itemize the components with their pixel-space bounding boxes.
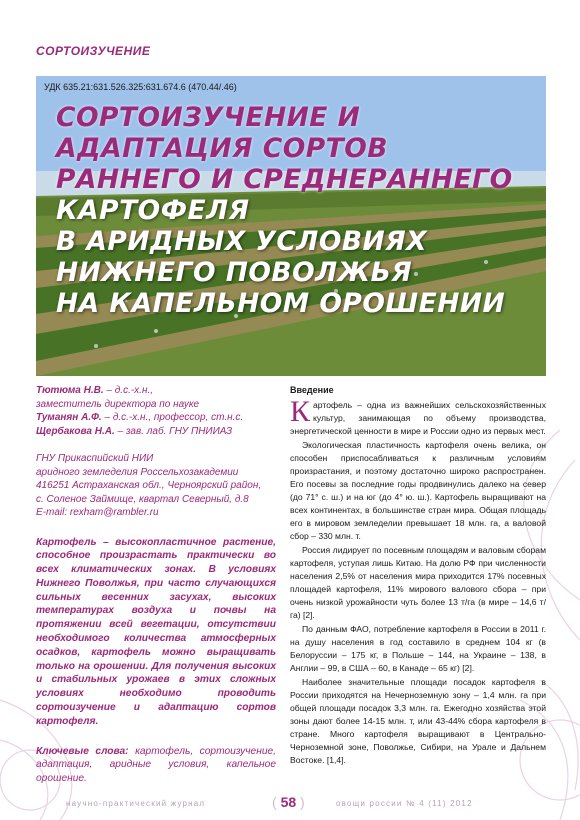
page-footer (0, 794, 580, 814)
affiliation-line: ГНУ Прикаспийский НИИ (36, 453, 154, 464)
author-line: заместитель директора по науке (36, 398, 200, 410)
author-line: Тютюма Н.В. – д.с.-х.н., (36, 385, 154, 396)
abstract: Картофель – высокопластичное растение, способное произрастать практически во всех климатических зонах. В условиях Нижнего Поволжья, при часто случающихся сильных весенних засухах, высоких температурах воздуха и почвы на протяжении всей вегетации, отсутствии необходимого количества атмосферных осадков, картофель можно выращивать только на орошении. Для получения высоких и стабильных урожаев в этих сложных условиях необходимо проводить сортоизучение и адаптацию сортов картофеля. (36, 536, 276, 727)
title-line: КАРТОФЕЛЯ (56, 195, 250, 226)
intro-heading: Введение (290, 385, 334, 395)
affiliation-line: с. Соленое Займище, квартал Северный, д.8 (36, 493, 249, 505)
section-label: СОРТОИЗУЧЕНИЕ (36, 44, 151, 58)
affiliation-block (36, 452, 276, 520)
keywords (36, 745, 276, 786)
page-number: ( 58 ) (272, 794, 305, 810)
author-line: Туманян А.Ф. – д.с.-х.н., профессор, ст.н.с. (36, 412, 244, 423)
paragraph: Экологическая пластичность картофеля очень велика, он способен приспосабливаться к различным условиям произрастания, и поэтому достаточно широко распространен. Его посевы за последние годы продвинулись далеко на север (до 71° с. ш.) и на юг (до 4° ю. ш.). Картофель выращивают на всех континентах, в большинстве стран мира. Общая площадь его в мировом земледелии превышает 18 млн. га, а валовой сбор – 330 млн. т. (290, 440, 546, 541)
hero-banner (36, 76, 546, 376)
authors-block (36, 384, 276, 438)
article-title (56, 102, 546, 319)
affiliation-line: аридного земледелия Россельхозакадемии (36, 466, 239, 478)
title-line: РАННЕГО И СРЕДНЕРАННЕГО (56, 164, 513, 195)
affiliation-line: 416251 Астраханская обл., Черноярский район, (36, 480, 262, 491)
udk-code: УДК 635.21:631.526.325:631.674.6 (470.44/.46) (44, 82, 237, 92)
paragraph: Наиболее значительные площади посадок картофеля в России приходятся на Нечерноземную зону – 1,4 млн. га при общей площади посадок 3,3 млн. га. Ежегодно хозяйства этой зоны дают более 14-15 млн. т, или 43-44% сбора картофеля в стране. Много картофеля выращивают в Центрально-Черноземной зоне, Поволжье, Сибири, на Урале и Дальнем Востоке. [1,4]. (290, 677, 546, 765)
issue-info: овощи россии № 4 (11) 2012 (336, 799, 473, 808)
paragraph: По данным ФАО, потребление картофеля в России в 2011 г. на душу населения в год составило в среднем 104 кг (в Белоруссии – 175 кг, в Польше – 144, на Украине – 138, в Англии – 99, в США – 60, в Канаде – 65 кг) [2]. (290, 624, 546, 673)
author-line: Щербакова Н.А. – зав. лаб. ГНУ ПНИИАЗ (36, 425, 233, 437)
title-line: НА КАПЕЛЬНОМ ОРОШЕНИИ (56, 288, 506, 319)
right-column (290, 384, 546, 768)
paragraph: Картофель – одна из важнейших сельскохозяйственных культур, занимающая по объему производства, энергетической ценности в мире и России одно из первых мест. (290, 395, 546, 436)
keywords-label: Ключевые слова: (36, 745, 129, 757)
keywords-list: картофель, сортоизучение, адаптация, аридные условия, капельное орошение. (36, 745, 276, 785)
title-line: НИЖНЕГО ПОВОЛЖЬЯ (56, 257, 413, 288)
title-line: В АРИДНЫХ УСЛОВИЯХ (56, 226, 428, 257)
dropcap: К (290, 395, 311, 428)
title-line: АДАПТАЦИЯ СОРТОВ (56, 133, 388, 164)
email-link[interactable]: E-mail: rexham@rambler.ru (36, 507, 159, 518)
paragraph: Россия лидирует по посевным площадям и валовым сборам картофеля, уступая лишь Китаю. На долю РФ при численности населения 2,5% от населения мира приходится 17% посевных площадей картофеля, 11% мирового валового сбора – при очень низкой урожайности чуть более 13 т/га (в мире – 14,6 т/га) [2]. (290, 545, 546, 620)
left-column (36, 384, 276, 786)
title-line: СОРТОИЗУЧЕНИЕ И (56, 102, 361, 133)
journal-name: научно-практический журнал (66, 799, 206, 808)
